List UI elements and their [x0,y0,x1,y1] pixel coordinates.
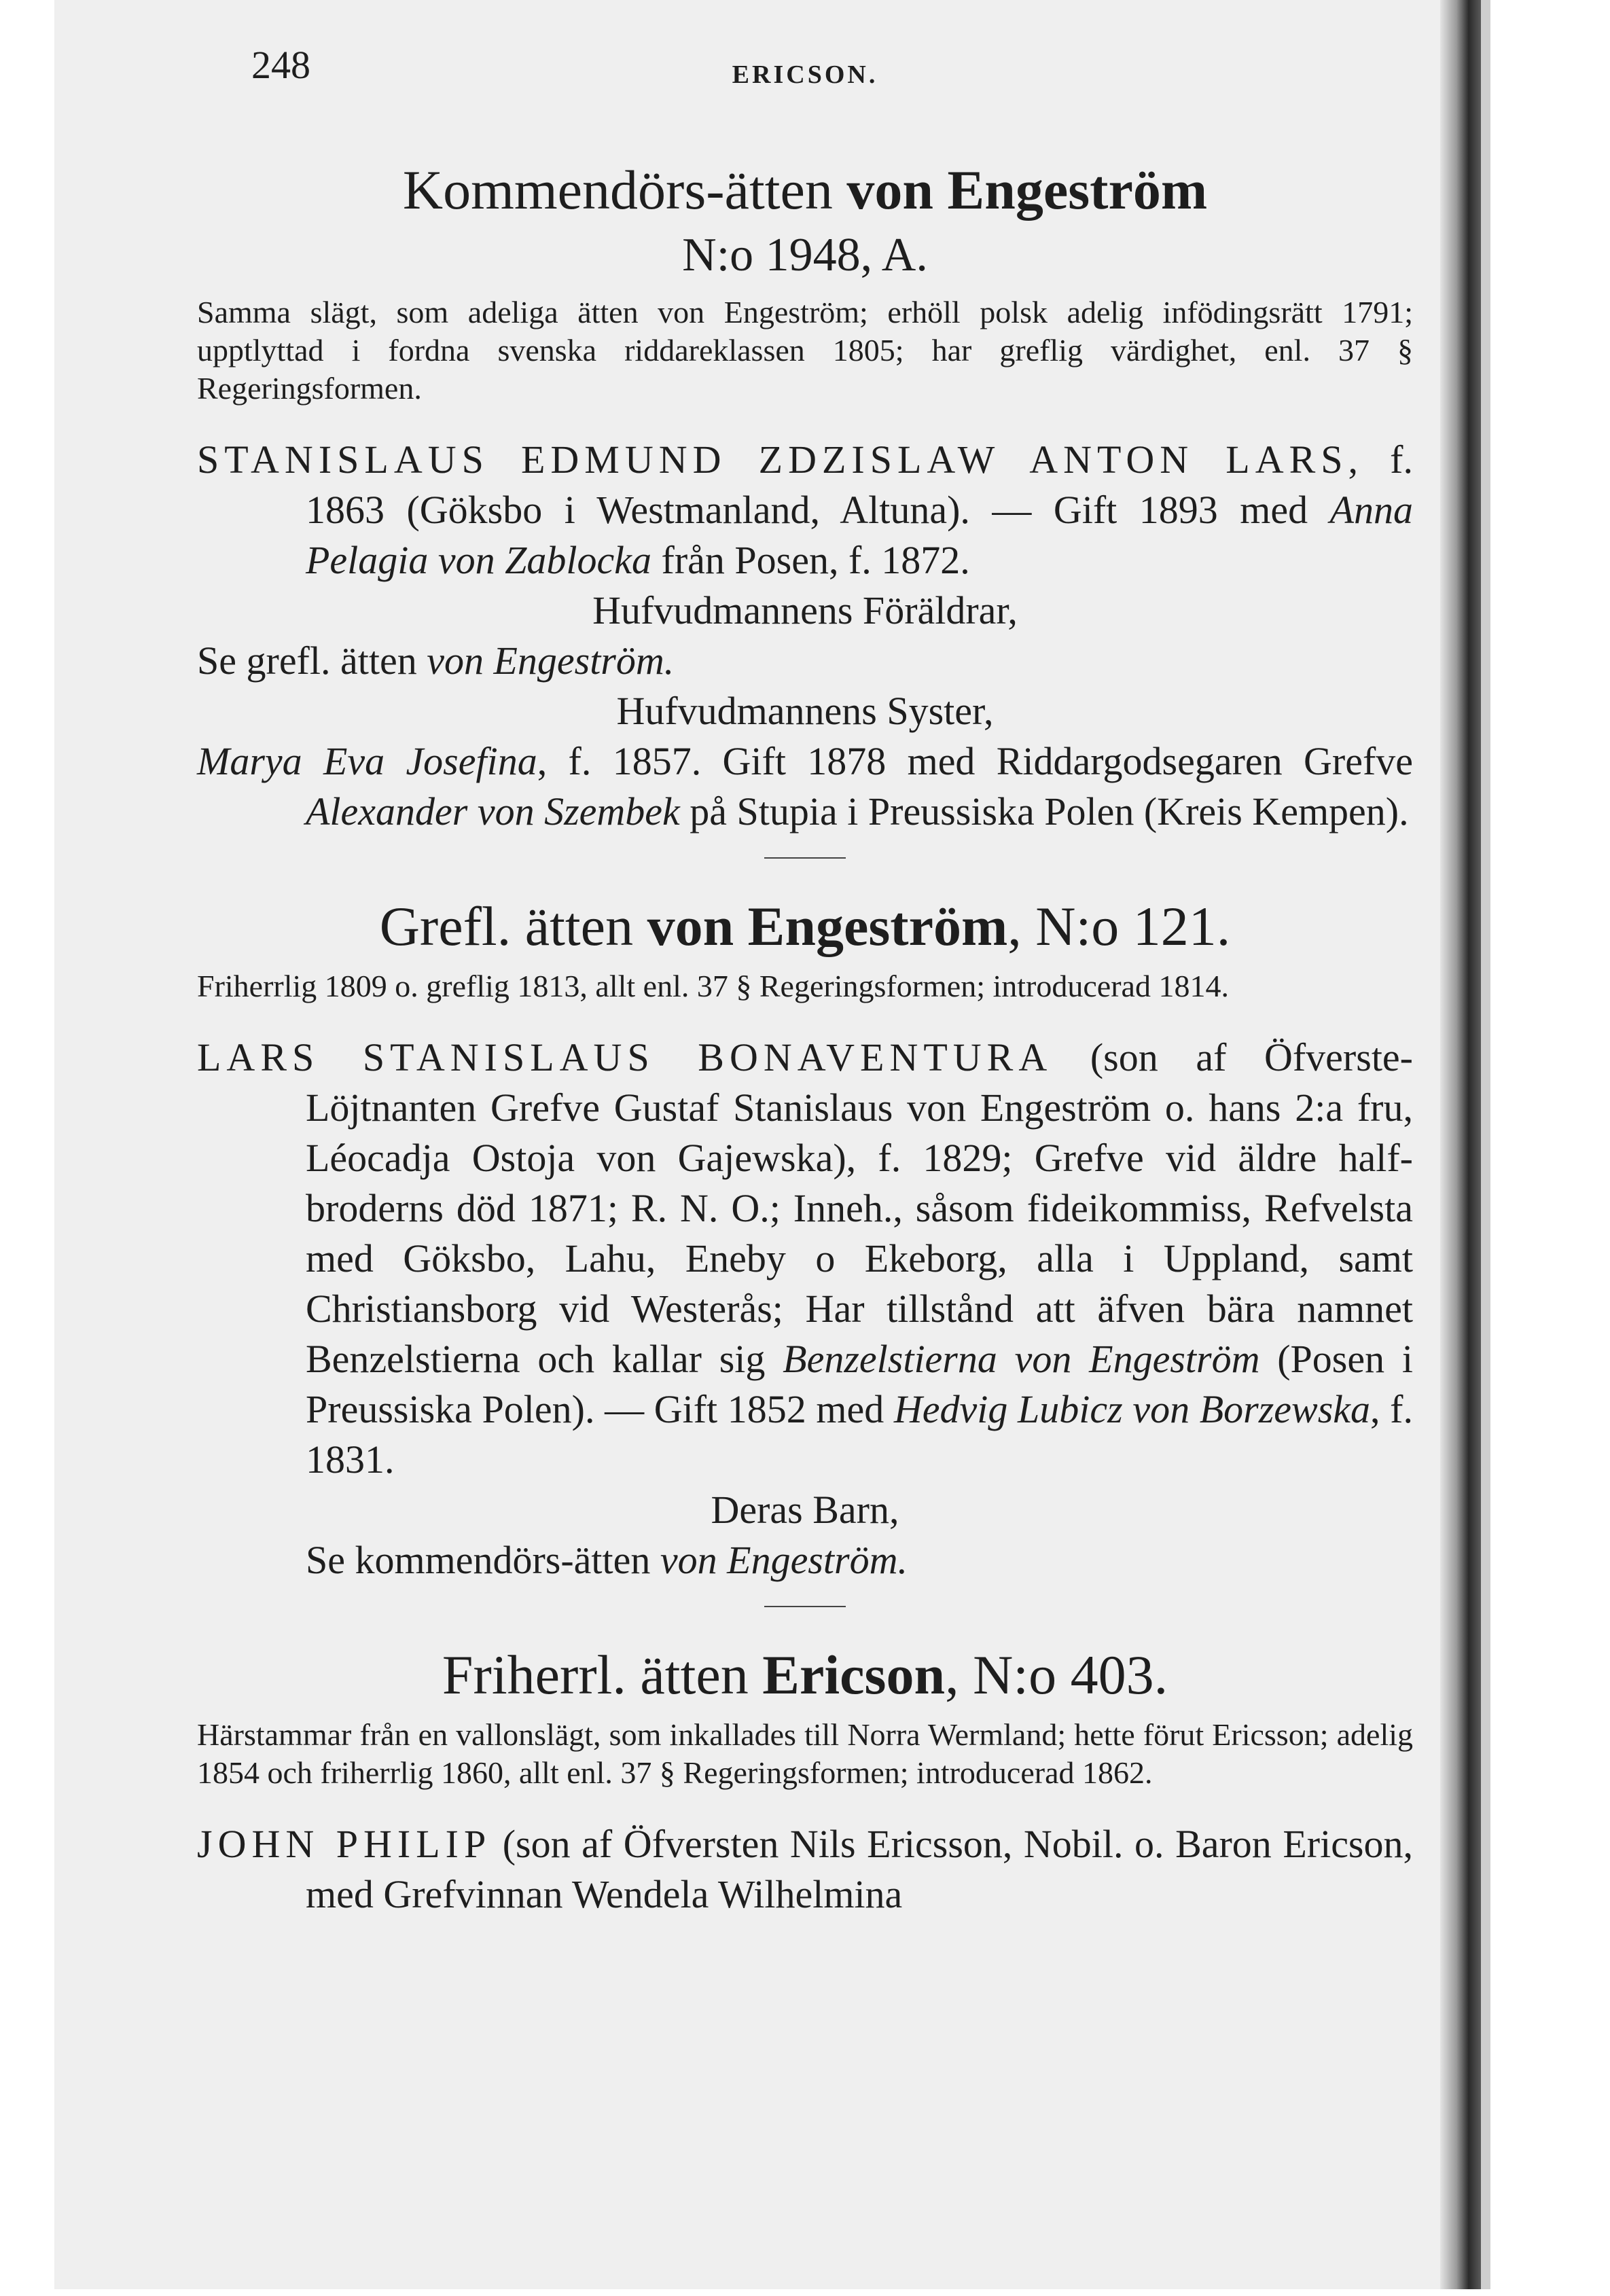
document-page [197,27,1413,1920]
parents-reference: Se grefl. ätten von Engeström. [197,639,675,683]
children-heading: Deras Barn, [711,1488,899,1532]
person-name: JOHN PHILIP [197,1822,492,1866]
section-title: Grefl. ätten von Engeström, N:o 121. [379,895,1231,957]
section-friherrl-atten [197,1641,1413,1920]
person-entry: LARS STANISLAUS BONAVENTURA (son af Öfverste-Löjtnanten Grefve Gustaf Stanislaus von Engeström o. hans 2:a fru, Léocadja Ostoja von Gajewska), f. 1829; Grefve vid äldre half-broderns död 1871; R. N. O.; Inneh., såsom fideikommiss, Refvelsta med Göksbo, Lahu, Eneby o Ekeborg, alla i Uppland, samt Christiansborg vid Westerås; Har tillstånd att äfven bära namnet Benzelstierna och kallar sig Benzelstierna von Engeström (Posen i Preussiska Polen). — Gift 1852 med Hedvig Lubicz von Borzewska, f. 1831. Deras Barn, Se kommendörs-ätten von Engeström. [197,1033,1413,1585]
book-binding-gutter [1440,0,1481,2289]
running-title: ERICSON. [732,60,878,89]
section-divider [764,1606,846,1607]
section-number: N:o 1948, A. [682,229,928,281]
book-binding-edge [1481,0,1490,2289]
section-grefl-atten [197,893,1413,1607]
sister-entry: Marya Eva Josefina, f. 1857. Gift 1878 med Riddargodsegaren Grefve Alexander von Szembek på Stupia i Preussiska Polen (Kreis Kempen). [197,739,1413,833]
page-header [197,27,1413,95]
page-number: 248 [251,43,310,87]
person-name: STANISLAUS EDMUND ZDZISLAW ANTON LARS, [197,437,1364,482]
section-intro: Samma slägt, som adeliga ätten von Engeström; erhöll polsk adelig infödingsrätt 1791; upptlyttad i fordna svenska riddareklassen 1805; har greflig värdighet, enl. 37 § Regeringsformen. [197,295,1413,406]
person-entry: JOHN PHILIP (son af Öfversten Nils Ericsson, Nobil. o. Baron Ericson, med Grefvinnan Wendela Wilhelmina [197,1822,1414,1916]
person-entry: STANISLAUS EDMUND ZDZISLAW ANTON LARS, f. 1863 (Göksbo i Westmanland, Altuna). — Gift 1893 med Anna Pelagia von Zablocka från Posen, f. 1872. Hufvudmannens Föräldrar, Se grefl. ätten von Engeström. Hufvudmannens Syster, Marya Eva Josefina, f. 1857. Gift 1878 med Riddargodsegaren Grefve Alexander von Szembek på Stupia i Preussiska Polen (Kreis Kempen). [197,435,1413,837]
spouse-name: Anna Pelagia von Zablocka [306,488,1413,582]
children-reference: Se kommendörs-ätten von Engeström. [306,1538,908,1582]
parents-heading: Hufvudmannens Föräldrar, [592,588,1018,632]
section-intro: Friherrlig 1809 o. greflig 1813, allt enl. 37 § Regeringsformen; introducerad 1814. [197,969,1229,1003]
section-title: Kommendörs-ätten von Engeström [402,159,1208,221]
person-name: LARS STANISLAUS BONAVENTURA [197,1035,1053,1079]
section-divider [764,857,846,859]
spouse-name: Hedvig Lubicz von Borzewska [893,1387,1371,1431]
section-kommendors-atten [197,156,1413,859]
section-intro: Härstammar från en vallonslägt, som inkallades till Norra Wermland; hette förut Ericsson; adelig 1854 och friherrlig 1860, allt enl. 37 § Regeringsformen; introducerad 1862. [197,1717,1413,1790]
section-title: Friherrl. ätten Ericson, N:o 403. [442,1644,1168,1706]
sister-heading: Hufvudmannens Syster, [616,689,994,733]
